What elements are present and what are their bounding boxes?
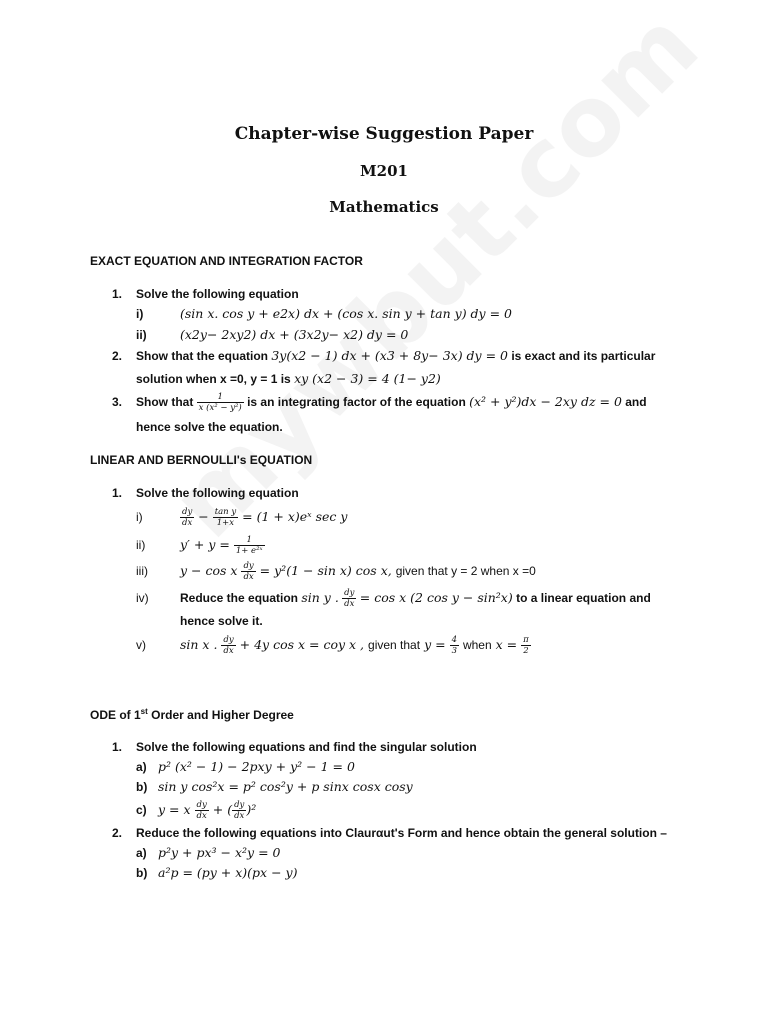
question-text: Reduce the following equations into Claurαut's Form and hence obtain the general solution – xyxy=(136,826,667,840)
equation-segment: = cos x (2 cos y − sin²x) xyxy=(359,590,513,605)
heading-superscript: st xyxy=(140,707,148,716)
question-number: 3. xyxy=(112,395,123,409)
sub-question-label: b) xyxy=(136,780,148,794)
sub-question-label: b) xyxy=(136,866,148,880)
equation: (x² + y²)dx − 2xy dz = 0 xyxy=(469,394,622,409)
equation: a²p = (py + x)(px − y) xyxy=(158,865,298,880)
fraction xyxy=(521,635,531,656)
fraction-denominator: 1+x xyxy=(216,518,235,528)
equation xyxy=(180,561,536,582)
equation-segment: )² xyxy=(246,802,257,817)
heading-segment: ODE of 1 xyxy=(90,708,141,722)
sub-question-label: a) xyxy=(136,760,147,774)
equation: 3y(x2 − 1) dx + (x3 + 8y− 3x) dy = 0 xyxy=(271,348,508,363)
text-segment: to a linear equation and xyxy=(516,591,651,605)
equation-segment: y = xyxy=(424,637,446,652)
equation-segment: y = x xyxy=(158,802,191,817)
fraction xyxy=(342,588,356,609)
fraction-numerator: π xyxy=(523,635,529,645)
fraction-numerator: tan y xyxy=(214,507,237,517)
equation: (sin x. cos y + e2x) dx + (cos x. sin y + tan y) dy = 0 xyxy=(180,306,512,321)
equation: (x2y− 2xy2) dx + (3x2y− x2) dy = 0 xyxy=(180,327,409,342)
equation-segment: y − cos x xyxy=(180,563,238,578)
question-number: 1. xyxy=(112,287,123,301)
question-number: 1. xyxy=(112,740,123,754)
sub-question-label: i) xyxy=(136,307,144,321)
fraction-denominator: 1+ e²ˣ xyxy=(235,546,263,556)
question-number: 1. xyxy=(112,486,123,500)
heading-segment: Order and Higher Degree xyxy=(147,708,294,722)
fraction-numerator: 1 xyxy=(197,392,244,403)
text-segment: Reduce the equation xyxy=(180,591,299,605)
fraction-denominator: dx xyxy=(344,599,355,610)
sub-question-label: a) xyxy=(136,846,147,860)
fraction-denominator: 3 xyxy=(451,646,457,656)
question-number: 2. xyxy=(112,349,123,363)
sub-question-label: ii) xyxy=(136,328,147,342)
fraction-denominator: dx xyxy=(223,646,234,656)
section-heading-linear-bernoulli: LINEAR AND BERNOULLI's EQUATION xyxy=(90,453,313,467)
question-number: 2. xyxy=(112,826,123,840)
fraction-numerator: dy xyxy=(223,635,234,645)
text-segment: given that xyxy=(368,638,421,652)
sub-question-label: iii) xyxy=(136,564,148,578)
fraction-numerator: dy xyxy=(234,800,245,810)
question-text: hence solve it. xyxy=(180,614,263,628)
equation-segment: y′ + y = xyxy=(180,537,230,552)
equation-segment: x = xyxy=(495,637,518,652)
equation-segment: + 4y cos x = coy x , xyxy=(239,637,365,652)
text-segment: Show that xyxy=(136,395,194,409)
fraction-denominator: dx xyxy=(234,811,245,821)
sub-question-label: ii) xyxy=(136,538,146,552)
equation xyxy=(180,507,347,528)
fraction-denominator: 2 xyxy=(523,646,529,656)
sub-question-label: iv) xyxy=(136,591,149,605)
question-text: hence solve the equation. xyxy=(136,420,283,434)
equation: sin y cos²x = p² cos²y + p sinx cosx cosy xyxy=(158,779,413,794)
sub-question-label: c) xyxy=(136,803,147,817)
question-text: Solve the following equations and find the singular solution xyxy=(136,740,477,754)
fraction xyxy=(232,800,246,821)
paper-subject: Mathematics xyxy=(329,198,439,216)
fraction-numerator: dy xyxy=(243,561,254,571)
fraction-numerator: dy xyxy=(344,588,355,599)
question-text xyxy=(136,346,655,366)
equation-segment: sin x . xyxy=(180,637,218,652)
fraction-denominator: dx xyxy=(196,811,207,821)
operator: − xyxy=(198,509,209,524)
equation-segment: sin y . xyxy=(301,590,339,605)
text-segment: is exact and its particular xyxy=(511,349,656,363)
fraction-numerator: dy xyxy=(182,507,193,517)
text-segment: and xyxy=(625,395,647,409)
equation xyxy=(180,535,265,556)
fraction xyxy=(180,507,194,528)
fraction xyxy=(197,392,244,413)
paper-title: Chapter-wise Suggestion Paper xyxy=(234,124,534,144)
equation: p²y + px³ − x²y = 0 xyxy=(158,845,281,860)
fraction xyxy=(221,635,235,656)
paper-code: M201 xyxy=(360,162,408,180)
fraction-denominator: dx xyxy=(182,518,193,528)
sub-question-label: v) xyxy=(136,638,146,652)
text-segment: solution when x =0, y = 1 is xyxy=(136,372,291,386)
section-heading-ode-first-order xyxy=(90,707,294,722)
text-segment: given that y = 2 when x =0 xyxy=(395,564,536,578)
equation-segment: + ( xyxy=(212,802,233,817)
question-text xyxy=(180,588,651,609)
fraction xyxy=(195,800,209,821)
fraction-numerator: 4 xyxy=(451,635,457,645)
question-text: Solve the following equation xyxy=(136,486,299,500)
fraction-numerator: 1 xyxy=(234,535,265,546)
section-heading-exact-equation: EXACT EQUATION AND INTEGRATION FACTOR xyxy=(90,254,363,268)
fraction-denominator: x (x² − y²) xyxy=(198,403,242,414)
text-segment: is an integrating factor of the equation xyxy=(247,395,466,409)
sub-question-label: i) xyxy=(136,510,143,524)
equation-segment: = (1 + x)eˣ sec y xyxy=(242,509,348,524)
fraction-numerator: dy xyxy=(196,800,207,810)
question-text xyxy=(136,369,441,389)
fraction xyxy=(213,507,238,528)
fraction xyxy=(450,635,459,656)
question-text: Solve the following equation xyxy=(136,287,299,301)
equation: xy (x2 − 3) = 4 (1− y2) xyxy=(294,371,441,386)
equation xyxy=(180,635,531,656)
text-segment: Show that the equation xyxy=(136,349,268,363)
equation-segment: = y²(1 − sin x) cos x, xyxy=(259,563,392,578)
question-text xyxy=(136,392,647,413)
fraction-denominator: dx xyxy=(243,572,254,582)
fraction xyxy=(234,535,265,556)
fraction xyxy=(241,561,255,582)
equation xyxy=(158,800,256,821)
watermark xyxy=(150,0,720,559)
equation: p² (x² − 1) − 2pxy + y² − 1 = 0 xyxy=(158,759,355,774)
text-segment: when xyxy=(462,638,492,652)
